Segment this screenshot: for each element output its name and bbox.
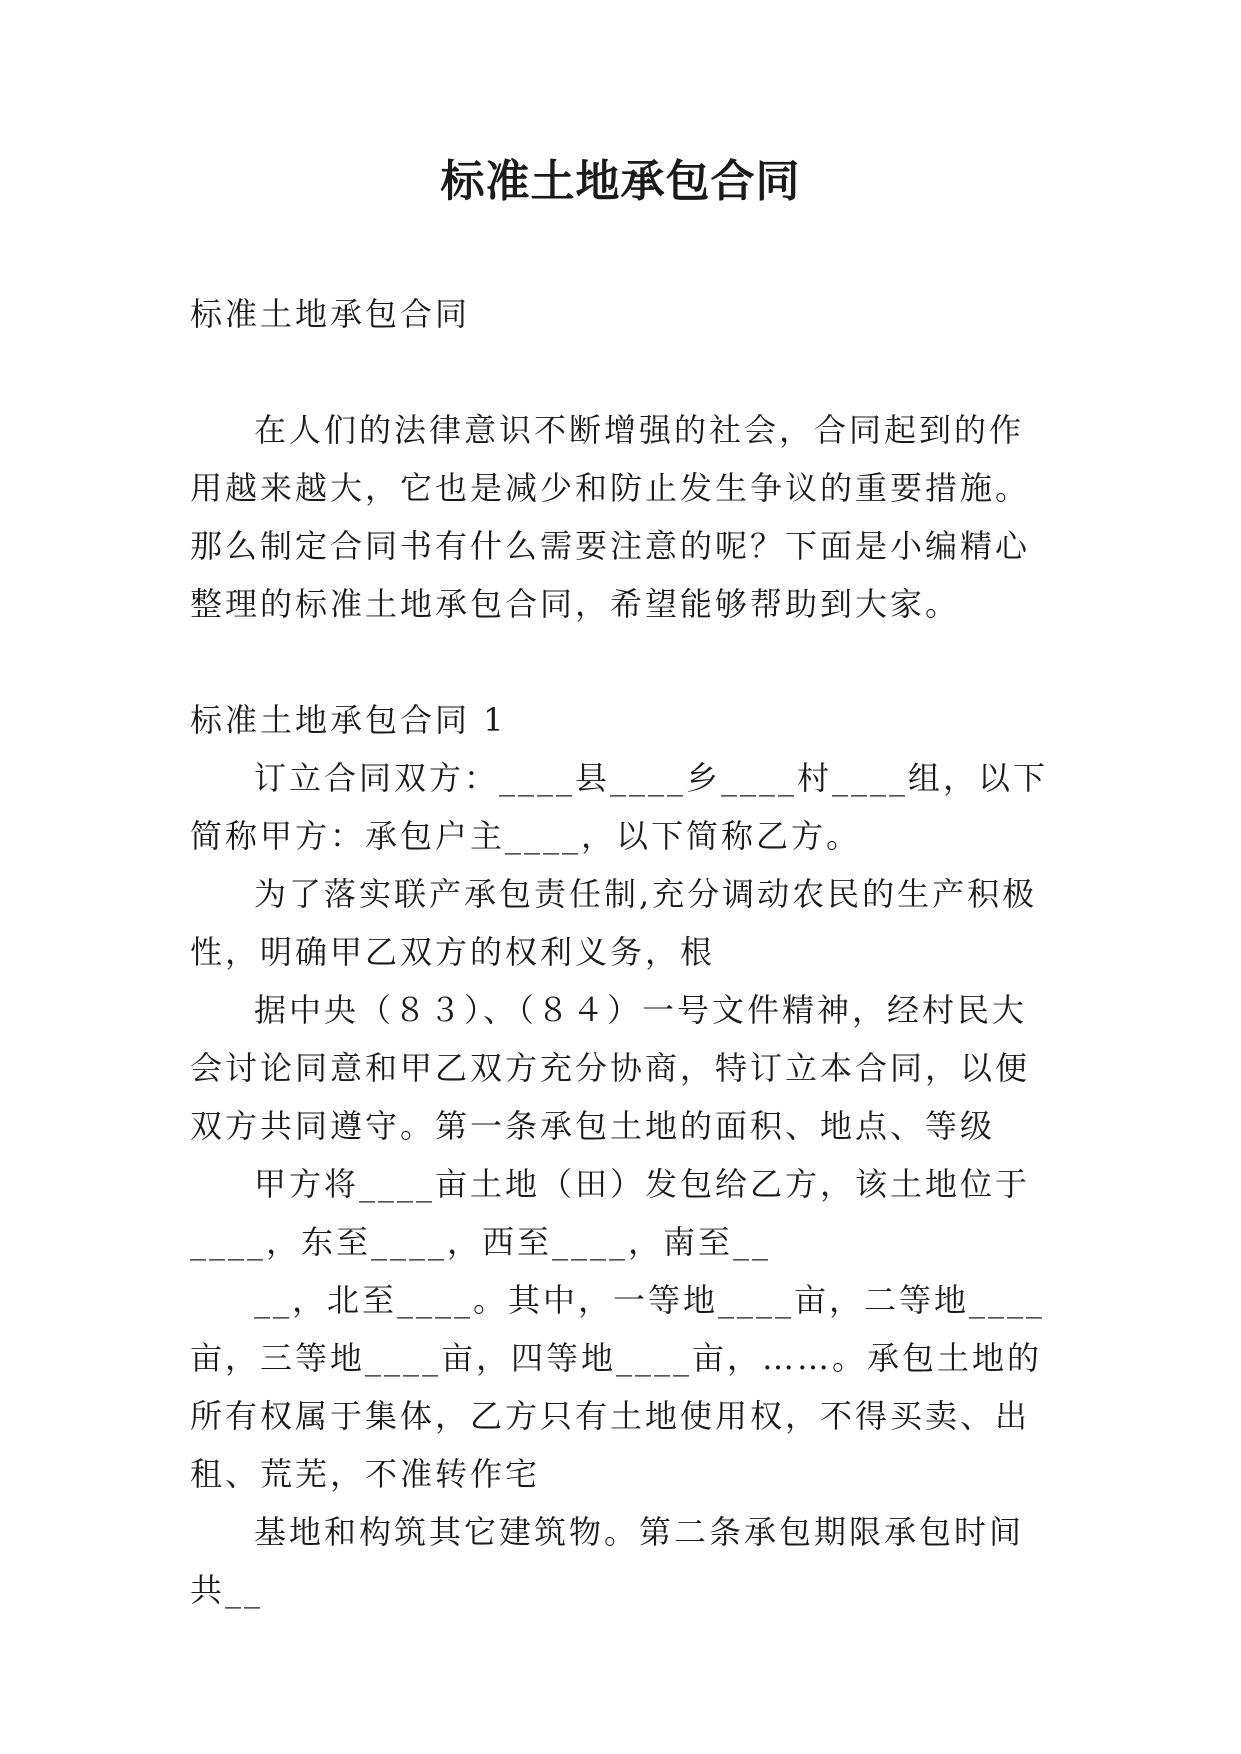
document-body	[190, 285, 1050, 1619]
document-subtitle: 标准土地承包合同	[190, 295, 471, 333]
contract-paragraph: __，北至____。其中，一等地____亩，二等地____亩，三等地____亩，四等地____亩，……。承包土地的所有权属于集体，乙方只有土地使用权，不得买卖、出租、荒芜，不准转作宅	[190, 1281, 1046, 1493]
contract-paragraph: 订立合同双方：____县____乡____村____组，以下简称甲方：承包户主____，以下简称乙方。	[190, 759, 1049, 855]
contract-paragraph: 据中央（８３）、（８４）一号文件精神，经村民大会讨论同意和甲乙双方充分协商，特订立本合同，以便双方共同遵守。第一条承包土地的面积、地点、等级	[190, 991, 1031, 1145]
document-title: 标准土地承包合同	[440, 156, 801, 207]
intro-paragraph: 在人们的法律意识不断增强的社会，合同起到的作用越来越大，它也是减少和防止发生争议的重要措施。那么制定合同书有什么需要注意的呢？下面是小编精心整理的标准土地承包合同，希望能够帮助到大家。	[190, 411, 1031, 623]
contract-paragraph: 为了落实联产承包责任制,充分调动农民的生产积极性，明确甲乙双方的权利义务，根	[190, 875, 1038, 971]
contract-paragraph: 甲方将____亩土地（田）发包给乙方，该土地位于____，东至____，西至____，南至__	[190, 1165, 1031, 1261]
contract-paragraph: 基地和构筑其它建筑物。第二条承包期限承包时间共__	[190, 1513, 1025, 1609]
section-heading: 标准土地承包合同 1	[190, 701, 507, 739]
